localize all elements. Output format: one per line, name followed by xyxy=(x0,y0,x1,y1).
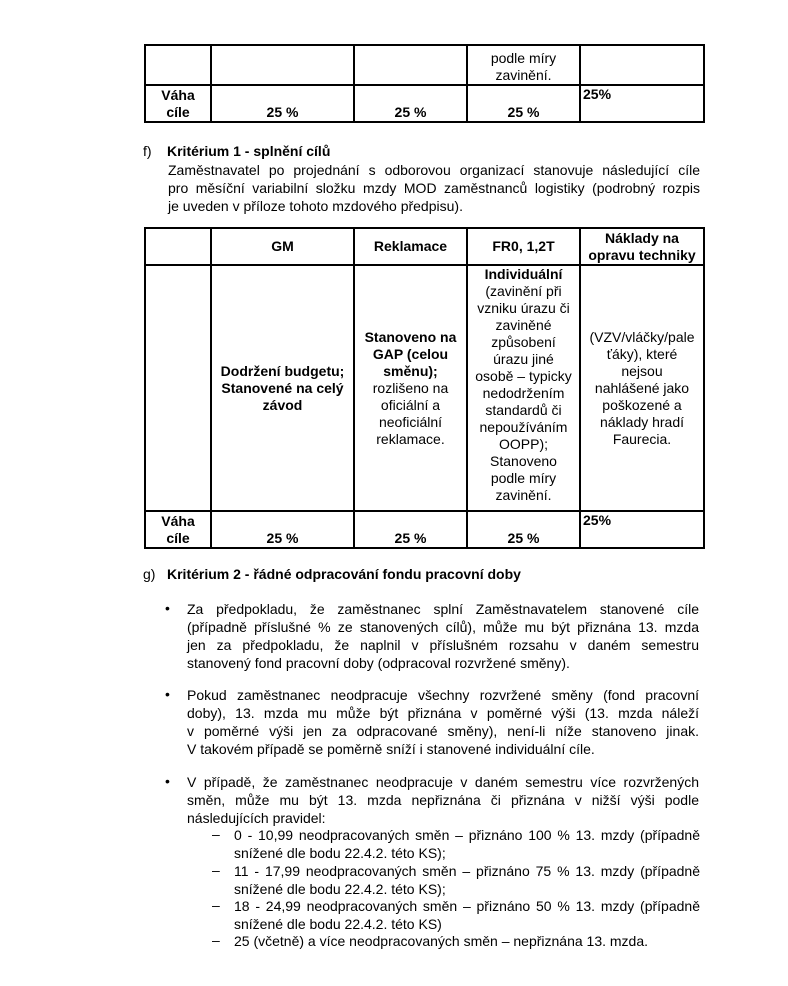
cell-text: zavinění. xyxy=(495,67,552,83)
cell-empty xyxy=(580,45,704,85)
cell-text: (zavinění při xyxy=(485,283,562,299)
weight-value: 25 % xyxy=(354,511,467,548)
cell-text: Stanovené na celý xyxy=(221,379,344,396)
weight-label-line: cíle xyxy=(166,103,190,120)
paragraph-line: stanovený fond pracovní doby (odpracoval rozvržené směny). xyxy=(187,655,570,671)
paragraph-line: v poměrné výši jen za odpracované směny), není-li níže stanoveno jinak. xyxy=(187,723,699,739)
cell-text: standardů či xyxy=(485,402,562,418)
dash-icon: – xyxy=(212,862,220,878)
paragraph-line: následujících pravidel: xyxy=(187,810,326,826)
paragraph-line: pro měsíční variabilní složku mzdy MOD zaměstnanců logistiky (podrobný rozpis xyxy=(168,180,700,196)
cell-text: podle míry xyxy=(490,50,557,66)
weight-label-line: cíle xyxy=(166,529,190,546)
cell-text: GAP (celou xyxy=(372,345,449,362)
cell-fr-continued xyxy=(467,45,580,85)
weights-table-top xyxy=(144,44,705,123)
weight-value: 25 % xyxy=(211,85,354,122)
cell-text: podle míry xyxy=(490,470,557,486)
cell-text: úrazu jiné xyxy=(493,351,554,367)
cell-reklamace xyxy=(354,265,467,511)
cell-text: OOPP); xyxy=(498,436,548,452)
weight-label xyxy=(145,85,211,122)
cell-empty xyxy=(211,45,354,85)
cell-text: neoficiální xyxy=(378,413,443,430)
paragraph-line: V případě, že zaměstnanec neodpracuje v daném semestru více rozvržených xyxy=(187,774,699,790)
header-naklady: Náklady na opravu techniky xyxy=(580,228,704,265)
bullet-icon: • xyxy=(165,686,170,702)
cell-text: závod xyxy=(262,396,303,413)
header-empty xyxy=(145,228,211,265)
paragraph-line: snížené dle bodu 22.4.2. této KS) xyxy=(234,916,442,932)
cell-gm xyxy=(211,265,354,511)
cell-text: nepoužíváním xyxy=(479,419,568,435)
paragraph-line: snížené dle bodu 22.4.2. této KS); xyxy=(234,881,446,897)
bullet-paragraph xyxy=(187,600,699,672)
paragraph-line: je uveden v příloze tohoto mzdového předpisu). xyxy=(168,198,463,214)
cell-empty xyxy=(145,265,211,511)
cell-text: Stanoveno na xyxy=(364,328,457,345)
cell-text: Individuální xyxy=(484,266,563,282)
paragraph-line: doby), 13. mzda mu může být přiznána v poměrné výši (13. mzda náleží xyxy=(187,705,699,721)
cell-text: způsobení xyxy=(491,334,556,350)
paragraph-line: (případně příslušné % ze stanovených cílů), může mu být přiznána 13. mzda xyxy=(187,619,699,635)
cell-text: oficiální a xyxy=(380,396,441,413)
cell-text: nedodržením xyxy=(482,385,565,401)
dash-item xyxy=(234,826,700,862)
weight-value: 25 % xyxy=(467,85,580,122)
section-heading: Kritérium 1 - splnění cílů xyxy=(167,143,331,159)
section-heading: Kritérium 2 - řádné odpracování fondu pracovní doby xyxy=(167,566,521,582)
dash-item xyxy=(234,862,700,898)
dash-item xyxy=(234,897,700,933)
cell-text: zavinění. xyxy=(495,487,552,503)
cell-text: osobě – typicky xyxy=(475,368,572,384)
dash-item xyxy=(234,932,700,950)
paragraph-line: Pokud zaměstnanec neodpracuje všechny rozvržené směny (fond pracovní xyxy=(187,687,699,703)
cell-text: rozlišeno na xyxy=(372,379,449,396)
cell-text: směnu); xyxy=(383,362,438,379)
cell-text: vzniku úrazu či xyxy=(477,300,570,316)
section-letter: f) xyxy=(143,143,152,159)
dash-icon: – xyxy=(212,826,220,842)
cell-text: náklady hradí xyxy=(599,413,685,430)
weight-value: 25 % xyxy=(354,85,467,122)
paragraph-line: snížené dle bodu 22.4.2. této KS); xyxy=(234,845,446,861)
header-fr: FR0, 1,2T xyxy=(467,228,580,265)
cell-text: nahlášené jako xyxy=(594,379,690,396)
cell-text: poškozené a xyxy=(602,396,682,413)
paragraph-line: 25 (včetně) a více neodpracovaných směn – nepřiznána 13. mzda. xyxy=(234,933,649,949)
header-gm: GM xyxy=(211,228,354,265)
weight-value: 25 % xyxy=(467,511,580,548)
header-reklamace: Reklamace xyxy=(354,228,467,265)
bullet-icon: • xyxy=(165,600,170,616)
bullet-paragraph xyxy=(187,686,699,758)
paragraph-line: 0 - 10,99 neodpracovaných směn – přiznáno 100 % 13. mzdy (případně xyxy=(234,827,700,843)
weight-label-line: Váha xyxy=(161,512,195,529)
cell-text: reklamace. xyxy=(376,430,445,447)
cell-empty xyxy=(354,45,467,85)
bullet-icon: • xyxy=(165,773,170,789)
weight-value: 25 % xyxy=(211,511,354,548)
paragraph-line: Za předpokladu, že zaměstnanec splní Zaměstnavatelem stanovené cíle xyxy=(187,601,699,617)
cell-text: ťáky), které xyxy=(606,345,678,362)
weight-label-line: Váha xyxy=(161,86,195,103)
paragraph-line: Zaměstnavatel po projednání s odborovou organizací stanovuje následující cíle xyxy=(168,162,700,178)
cell-empty xyxy=(145,45,211,85)
cell-text: zaviněné xyxy=(495,317,552,333)
bullet-paragraph xyxy=(187,773,699,827)
cell-text: (VZV/vláčky/pale xyxy=(589,328,695,345)
cell-text: nejsou xyxy=(621,362,663,379)
paragraph-line: 18 - 24,99 neodpracovaných směn – přiznáno 50 % 13. mzdy (případně xyxy=(234,898,700,914)
cell-text: Dodržení budgetu; xyxy=(220,362,345,379)
dash-icon: – xyxy=(212,932,220,948)
criteria-table xyxy=(144,227,705,549)
weight-value: 25% xyxy=(580,85,704,122)
paragraph-line: 11 - 17,99 neodpracovaných směn – přiznáno 75 % 13. mzdy (případně xyxy=(234,863,700,879)
cell-text: Stanoveno xyxy=(490,453,557,469)
cell-text: Faurecia. xyxy=(612,430,672,447)
paragraph-line: V takovém případě se poměrně sníží i stanovené individuální cíle. xyxy=(187,741,595,757)
cell-naklady xyxy=(580,265,704,511)
section-f-paragraph xyxy=(168,161,700,215)
weight-label xyxy=(145,511,211,548)
section-letter: g) xyxy=(143,566,156,582)
dash-icon: – xyxy=(212,897,220,913)
paragraph-line: jen za předpokladu, že naplnil v příslušném rozsahu v daném semestru xyxy=(187,637,699,653)
weight-value: 25% xyxy=(580,511,704,548)
paragraph-line: směn, může mu být 13. mzda nepřiznána či přiznána v nižší výši podle xyxy=(187,792,699,808)
cell-fr xyxy=(467,265,580,511)
